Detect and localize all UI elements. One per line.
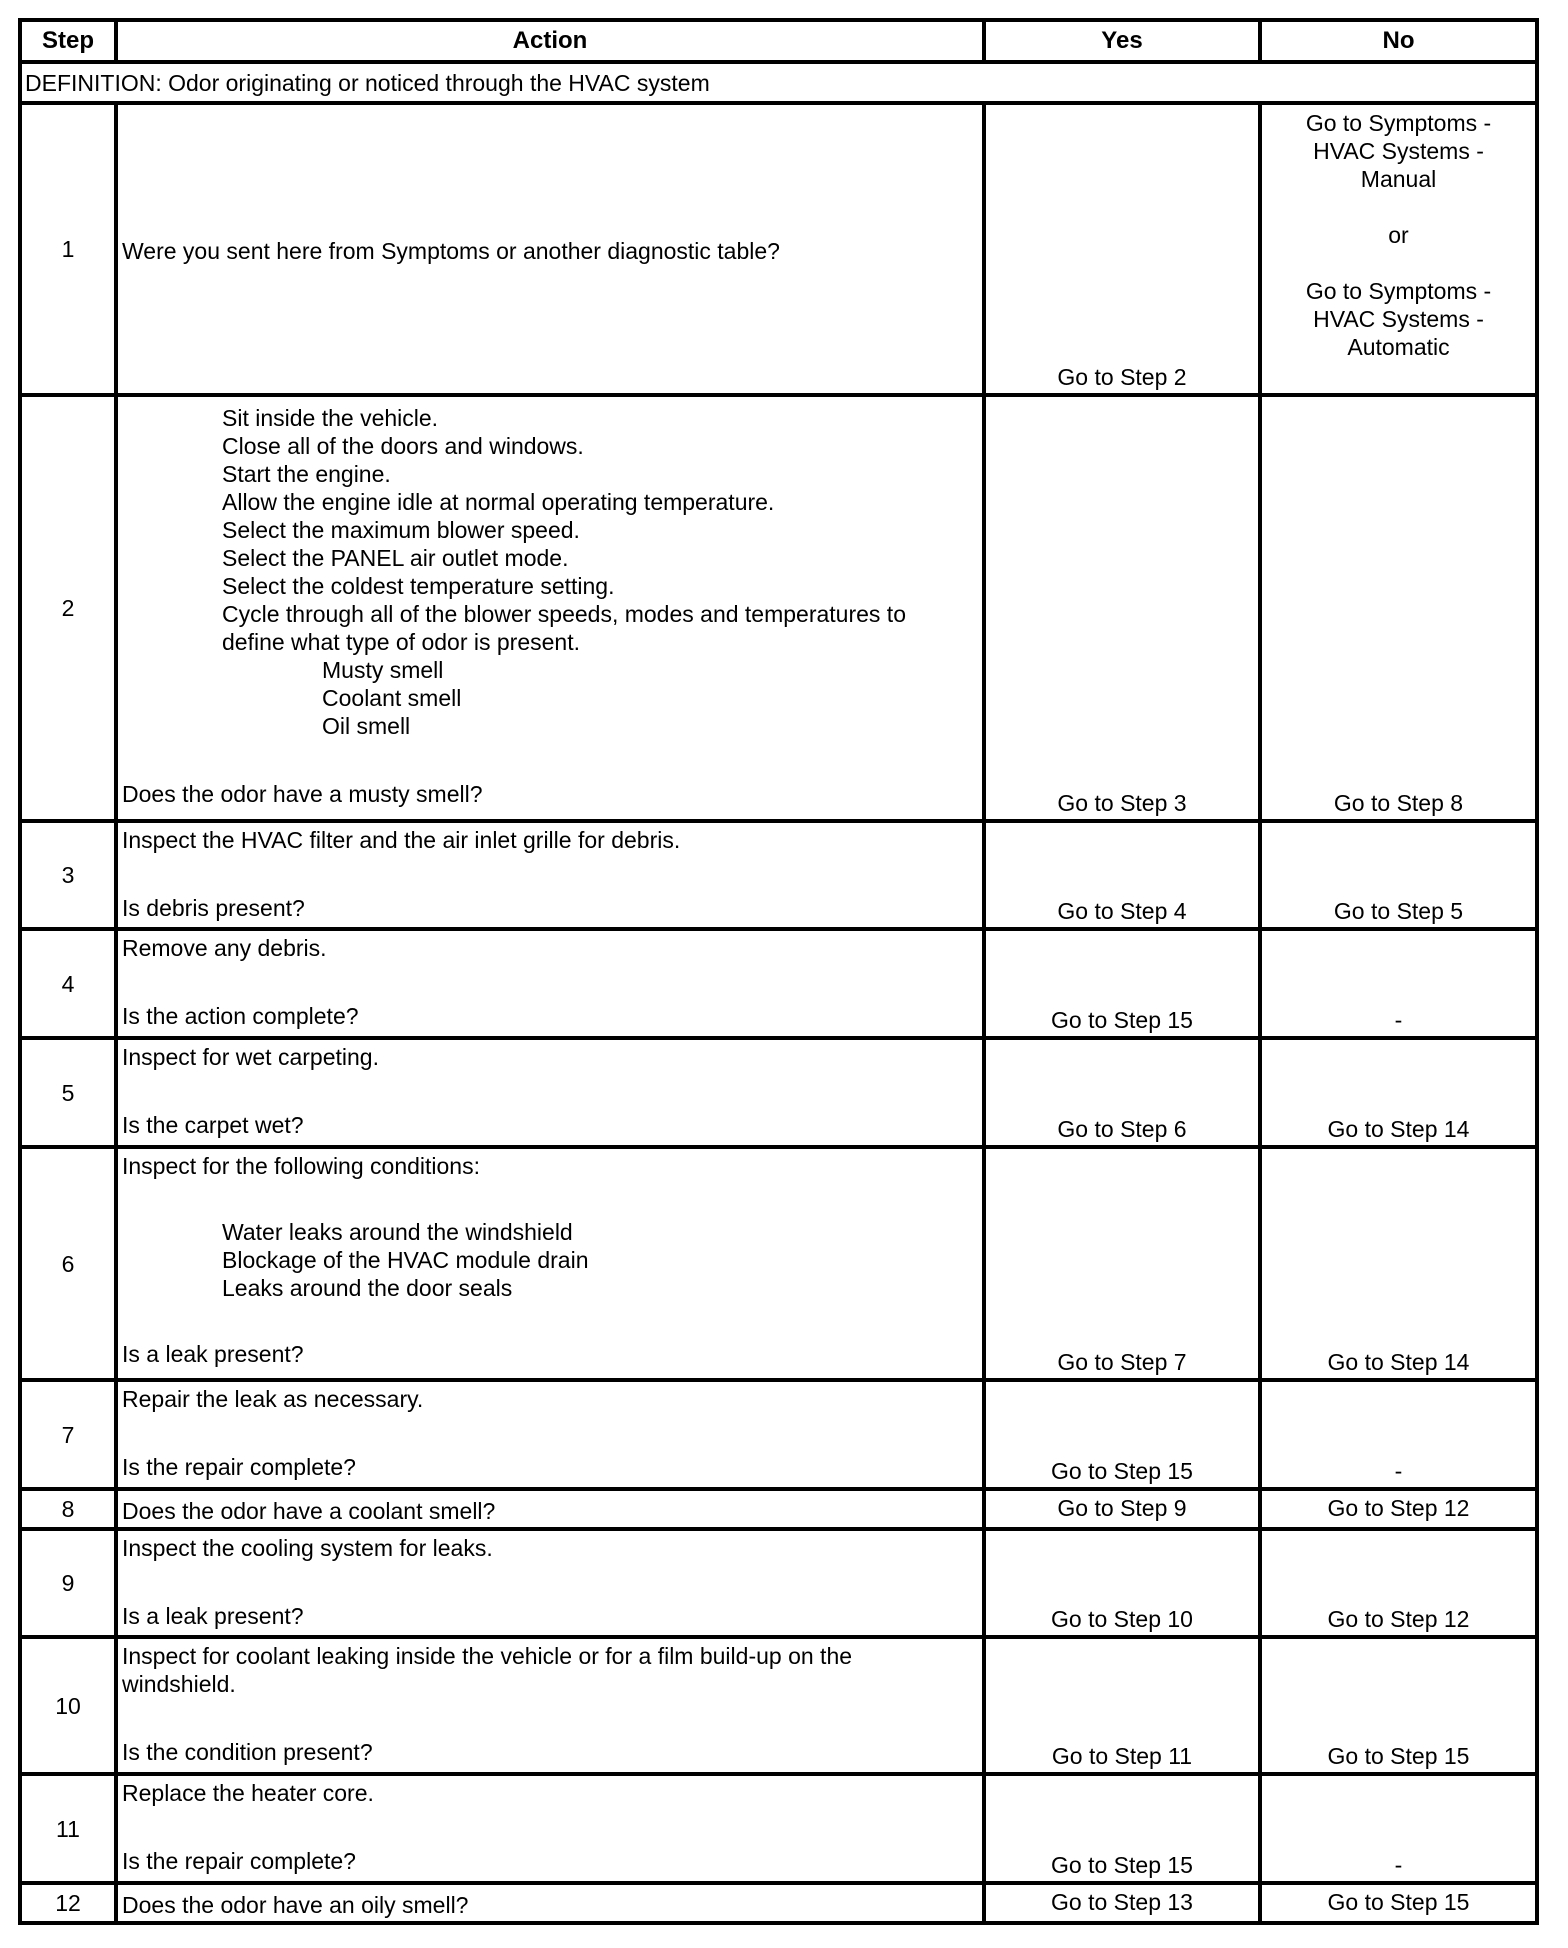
action-text: Remove any debris. bbox=[122, 935, 327, 961]
step-number: 1 bbox=[20, 103, 116, 395]
no-cell: Go to Step 14 bbox=[1260, 1038, 1537, 1147]
procedure-step: Select the maximum blower speed. bbox=[222, 517, 580, 543]
action-question: Is the repair complete? bbox=[122, 1454, 356, 1480]
odor-type: Musty smell bbox=[322, 657, 444, 683]
yes-cell: Go to Step 11 bbox=[984, 1637, 1260, 1774]
no-spacer bbox=[1262, 249, 1535, 277]
step-number: 6 bbox=[20, 1147, 116, 1380]
action-text: Inspect for wet carpeting. bbox=[122, 1044, 379, 1070]
no-cell: Go to Step 15 bbox=[1260, 1637, 1537, 1774]
step-number: 11 bbox=[20, 1774, 116, 1883]
no-cell bbox=[1260, 103, 1537, 395]
action-question: Does the odor have a coolant smell? bbox=[116, 1489, 984, 1529]
action-text: Inspect for the following conditions: bbox=[122, 1153, 480, 1179]
action-question: Does the odor have an oily smell? bbox=[116, 1883, 984, 1923]
action-question: Does the odor have a musty smell? bbox=[122, 781, 483, 807]
yes-cell: Go to Step 4 bbox=[984, 821, 1260, 929]
table-row bbox=[20, 821, 1537, 929]
step-number: 4 bbox=[20, 929, 116, 1038]
diagnostic-table bbox=[18, 18, 1539, 1925]
table-row bbox=[20, 1883, 1537, 1923]
no-line: Manual bbox=[1360, 166, 1437, 192]
action-cell bbox=[116, 1529, 984, 1637]
action-question: Is debris present? bbox=[122, 895, 305, 921]
yes-cell: Go to Step 3 bbox=[984, 395, 1260, 821]
no-cell: - bbox=[1260, 1380, 1537, 1489]
definition-text: DEFINITION: Odor originating or noticed through the HVAC system bbox=[20, 62, 1537, 103]
procedure-step: Select the PANEL air outlet mode. bbox=[222, 545, 569, 571]
action-question: Is the carpet wet? bbox=[122, 1112, 304, 1138]
procedure-step: Close all of the doors and windows. bbox=[222, 433, 584, 459]
yes-cell: Go to Step 15 bbox=[984, 929, 1260, 1038]
table-row bbox=[20, 103, 1537, 395]
header-action: Action bbox=[116, 20, 984, 62]
condition-item: Water leaks around the windshield bbox=[222, 1219, 573, 1245]
action-question: Is the action complete? bbox=[122, 1003, 359, 1029]
step-number: 9 bbox=[20, 1529, 116, 1637]
step-number: 8 bbox=[20, 1489, 116, 1529]
no-line: HVAC Systems - bbox=[1313, 306, 1484, 332]
yes-cell: Go to Step 6 bbox=[984, 1038, 1260, 1147]
action-cell bbox=[116, 1038, 984, 1147]
no-spacer bbox=[1262, 193, 1535, 221]
action-text: Inspect the cooling system for leaks. bbox=[122, 1535, 493, 1561]
action-cell bbox=[116, 103, 984, 395]
table-row bbox=[20, 1380, 1537, 1489]
yes-cell: Go to Step 13 bbox=[984, 1883, 1260, 1923]
no-cell: Go to Step 5 bbox=[1260, 821, 1537, 929]
step-number: 7 bbox=[20, 1380, 116, 1489]
action-question: Is the condition present? bbox=[122, 1739, 373, 1765]
action-question: Is a leak present? bbox=[122, 1603, 304, 1629]
table-row bbox=[20, 1038, 1537, 1147]
table-row bbox=[20, 1147, 1537, 1380]
procedure-step: Cycle through all of the blower speeds, modes and temperatures to bbox=[222, 601, 906, 627]
table-row bbox=[20, 1529, 1537, 1637]
step-number: 10 bbox=[20, 1637, 116, 1774]
action-text: Inspect the HVAC filter and the air inlet grille for debris. bbox=[122, 827, 681, 853]
action-cell bbox=[116, 1637, 984, 1774]
no-line: Automatic bbox=[1347, 334, 1450, 360]
yes-cell: Go to Step 10 bbox=[984, 1529, 1260, 1637]
no-cell: Go to Step 14 bbox=[1260, 1147, 1537, 1380]
header-yes: Yes bbox=[984, 20, 1260, 62]
yes-cell: Go to Step 9 bbox=[984, 1489, 1260, 1529]
yes-cell: Go to Step 15 bbox=[984, 1774, 1260, 1883]
table-row bbox=[20, 1774, 1537, 1883]
table-row bbox=[20, 1489, 1537, 1529]
no-cell: Go to Step 8 bbox=[1260, 395, 1537, 821]
step-number: 3 bbox=[20, 821, 116, 929]
header-step: Step bbox=[20, 20, 116, 62]
action-cell bbox=[116, 395, 984, 821]
table-row bbox=[20, 1637, 1537, 1774]
no-cell: - bbox=[1260, 929, 1537, 1038]
action-text: Inspect for coolant leaking inside the vehicle or for a film build-up on the bbox=[122, 1643, 853, 1669]
action-cell bbox=[116, 1774, 984, 1883]
action-cell bbox=[116, 1147, 984, 1380]
procedure-step: define what type of odor is present. bbox=[222, 629, 580, 655]
no-cell: Go to Step 15 bbox=[1260, 1883, 1537, 1923]
action-question: Is the repair complete? bbox=[122, 1848, 356, 1874]
odor-type: Oil smell bbox=[322, 713, 411, 739]
action-cell bbox=[116, 929, 984, 1038]
action-cell bbox=[116, 1380, 984, 1489]
step-number: 2 bbox=[20, 395, 116, 821]
step-number: 12 bbox=[20, 1883, 116, 1923]
header-row bbox=[20, 20, 1537, 62]
no-line: Go to Symptoms - bbox=[1305, 278, 1492, 304]
yes-cell: Go to Step 15 bbox=[984, 1380, 1260, 1489]
yes-cell: Go to Step 7 bbox=[984, 1147, 1260, 1380]
yes-cell: Go to Step 2 bbox=[984, 103, 1260, 395]
action-question: Is a leak present? bbox=[122, 1341, 304, 1367]
procedure-step: Allow the engine idle at normal operating temperature. bbox=[222, 489, 775, 515]
condition-item: Blockage of the HVAC module drain bbox=[222, 1247, 589, 1273]
procedure-step: Sit inside the vehicle. bbox=[222, 405, 439, 431]
no-line: HVAC Systems - bbox=[1313, 138, 1484, 164]
no-line: Go to Symptoms - bbox=[1305, 110, 1492, 136]
procedure-step: Start the engine. bbox=[222, 461, 391, 487]
no-cell: - bbox=[1260, 1774, 1537, 1883]
odor-type: Coolant smell bbox=[322, 685, 462, 711]
action-text: Repair the leak as necessary. bbox=[122, 1386, 424, 1412]
definition-row bbox=[20, 62, 1537, 103]
action-text: windshield. bbox=[122, 1671, 236, 1697]
step-number: 5 bbox=[20, 1038, 116, 1147]
action-cell bbox=[116, 821, 984, 929]
no-line: or bbox=[1388, 222, 1409, 248]
no-cell: Go to Step 12 bbox=[1260, 1529, 1537, 1637]
table-row bbox=[20, 929, 1537, 1038]
procedure-step: Select the coldest temperature setting. bbox=[222, 573, 615, 599]
condition-item: Leaks around the door seals bbox=[222, 1275, 513, 1301]
action-question: Were you sent here from Symptoms or another diagnostic table? bbox=[122, 237, 780, 264]
action-text: Replace the heater core. bbox=[122, 1780, 374, 1806]
no-cell: Go to Step 12 bbox=[1260, 1489, 1537, 1529]
table-row bbox=[20, 395, 1537, 821]
header-no: No bbox=[1260, 20, 1537, 62]
